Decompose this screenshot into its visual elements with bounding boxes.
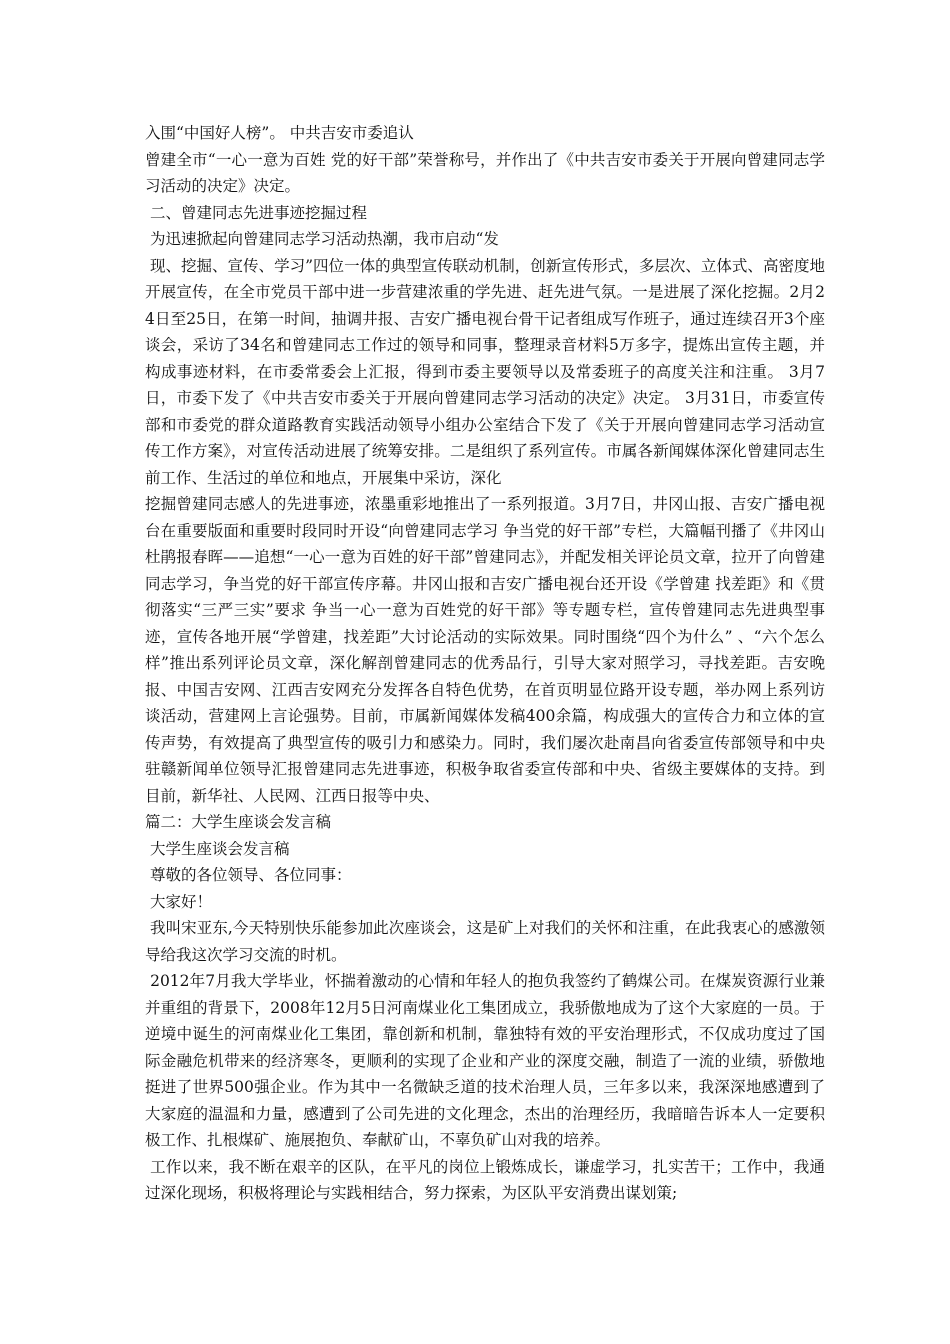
paragraph-honor-title: 曾建全市“一心一意为百姓 党的好干部”荣誉称号，并作出了《中共吉安市委关于开展向曾建同志学习活动的决定》决定。 [145,150,825,195]
speech-salutation: 尊敬的各位领导、各位同事： [145,866,352,884]
speech-background: 2012年7月我大学毕业，怀揣着激动的心情和年轻人的抱负我签约了鹤煤公司。在煤炭资源行业兼并重组的背景下，2008年12月5日河南煤业化工集团成立，我骄傲地成为了这个大家庭的一员。于逆境中诞生的河南煤业化工集团，靠创新和机制，靠独特有效的平安治理形式，不仅成功度过了国际金融危机带来的经济寒冬，更顺利的实现了企业和产业的深度交融，制造了一流的业绩，骄傲地挺进了世界500强企业。作为其中一名微缺乏道的技术治理人员，三年多以来，我深深地感遭到了大家庭的温温和力量，感遭到了公司先进的文化理念，杰出的治理经历，我暗暗告诉本人一定要积极工作、扎根煤矿、施展抱负、奉献矿山，不辜负矿山对我的培养。 [145,972,826,1149]
paragraph-campaign-intro: 为迅速掀起向曾建同志学习活动热潮，我市启动“发 [145,230,499,248]
speech-work-experience: 工作以来，我不断在艰辛的区队，在平凡的岗位上锻炼成长，谦虚学习，扎实苦干；工作中，我通过深化现场，积极将理论与实践相结合，努力探索，为区队平安消费出谋划策; [145,1157,825,1202]
document-page [145,120,825,1207]
speech-greeting: 大家好！ [145,892,212,911]
section-heading-process: 二、曾建同志先进事迹挖掘过程 [145,203,367,222]
paragraph-shortlist: 入围“中国好人榜”。 中共吉安市委追认 [145,124,414,142]
section-heading-part-two: 篇二：大学生座谈会发言稿 [145,813,332,831]
paragraph-campaign-details: 现、挖掘、宣传、学习”四位一体的典型宣传联动机制，创新宣传形式，多层次、立体式、高密度地开展宣传，在全市党员干部中进一步营建浓重的学先进、赶先进气氛。一是进展了深化挖掘。2月24日至25日，在第一时间，抽调井报、吉安广播电视台骨干记者组成写作班子，通过连续召开3个座谈会，采访了34名和曾建同志工作过的领导和同事，整理录音材料5万多字，提炼出宣传主题，并构成事迹材料，在市委常委会上汇报，得到市委主要领导以及常委班子的高度关注和注重。 3月7日，市委下发了《中共吉安市委关于开展向曾建同志学习活动的决定》决定。 3月31日，市委宣传部和市委党的群众道路教育实践活动领导小组办公室结合下发了《关于开展向曾建同志学习活动宣传工作方案》，对宣传活动进展了统筹安排。二是组织了系列宣传。市属各新闻媒体深化曾建同志生前工作、生活过的单位和地点，开展集中采访，深化 [145,256,825,487]
paragraph-media-coverage: 挖掘曾建同志感人的先进事迹，浓墨重彩地推出了一系列报道。3月7日，井冈山报、吉安广播电视台在重要版面和重要时段同时开设“向曾建同志学习 争当党的好干部”专栏，大篇幅刊播了《井冈山杜鹃报春晖——追想“一心一意为百姓的好干部”曾建同志》，并配发相关评论员文章，拉开了向曾建同志学习，争当党的好干部宣传序幕。井冈山报和吉安广播电视台还开设《学曾建 找差距》和《贯彻落实“三严三实”要求 争当一心一意为百姓党的好干部》等专题专栏，宣传曾建同志先进典型事迹，宣传各地开展“学曾建，找差距”大讨论活动的实际效果。同时围绕“四个为什么” 、“六个怎么样”推出系列评论员文章，深化解剖曾建同志的优秀品行，引导大家对照学习，寻找差距。吉安晚报、中国吉安网、江西吉安网充分发挥各自特色优势，在首页明显位路开设专题，举办网上系列访谈活动，营建网上言论强势。目前，市属新闻媒体发稿400余篇，构成强大的宣传合力和立体的宣传声势，有效提高了典型宣传的吸引力和感染力。同时，我们屡次赴南昌向省委宣传部领导和中央驻赣新闻单位领导汇报曾建同志先进事迹，积极争取省委宣传部和中央、省级主要媒体的支持。到目前，新华社、人民网、江西日报等中央、 [145,495,825,805]
speech-self-intro: 我叫宋亚东,今天特别快乐能参加此次座谈会，这是矿上对我们的关怀和注重，在此我衷心的感激领导给我这次学习交流的时机。 [145,919,825,964]
speech-title: 大学生座谈会发言稿 [145,839,290,858]
